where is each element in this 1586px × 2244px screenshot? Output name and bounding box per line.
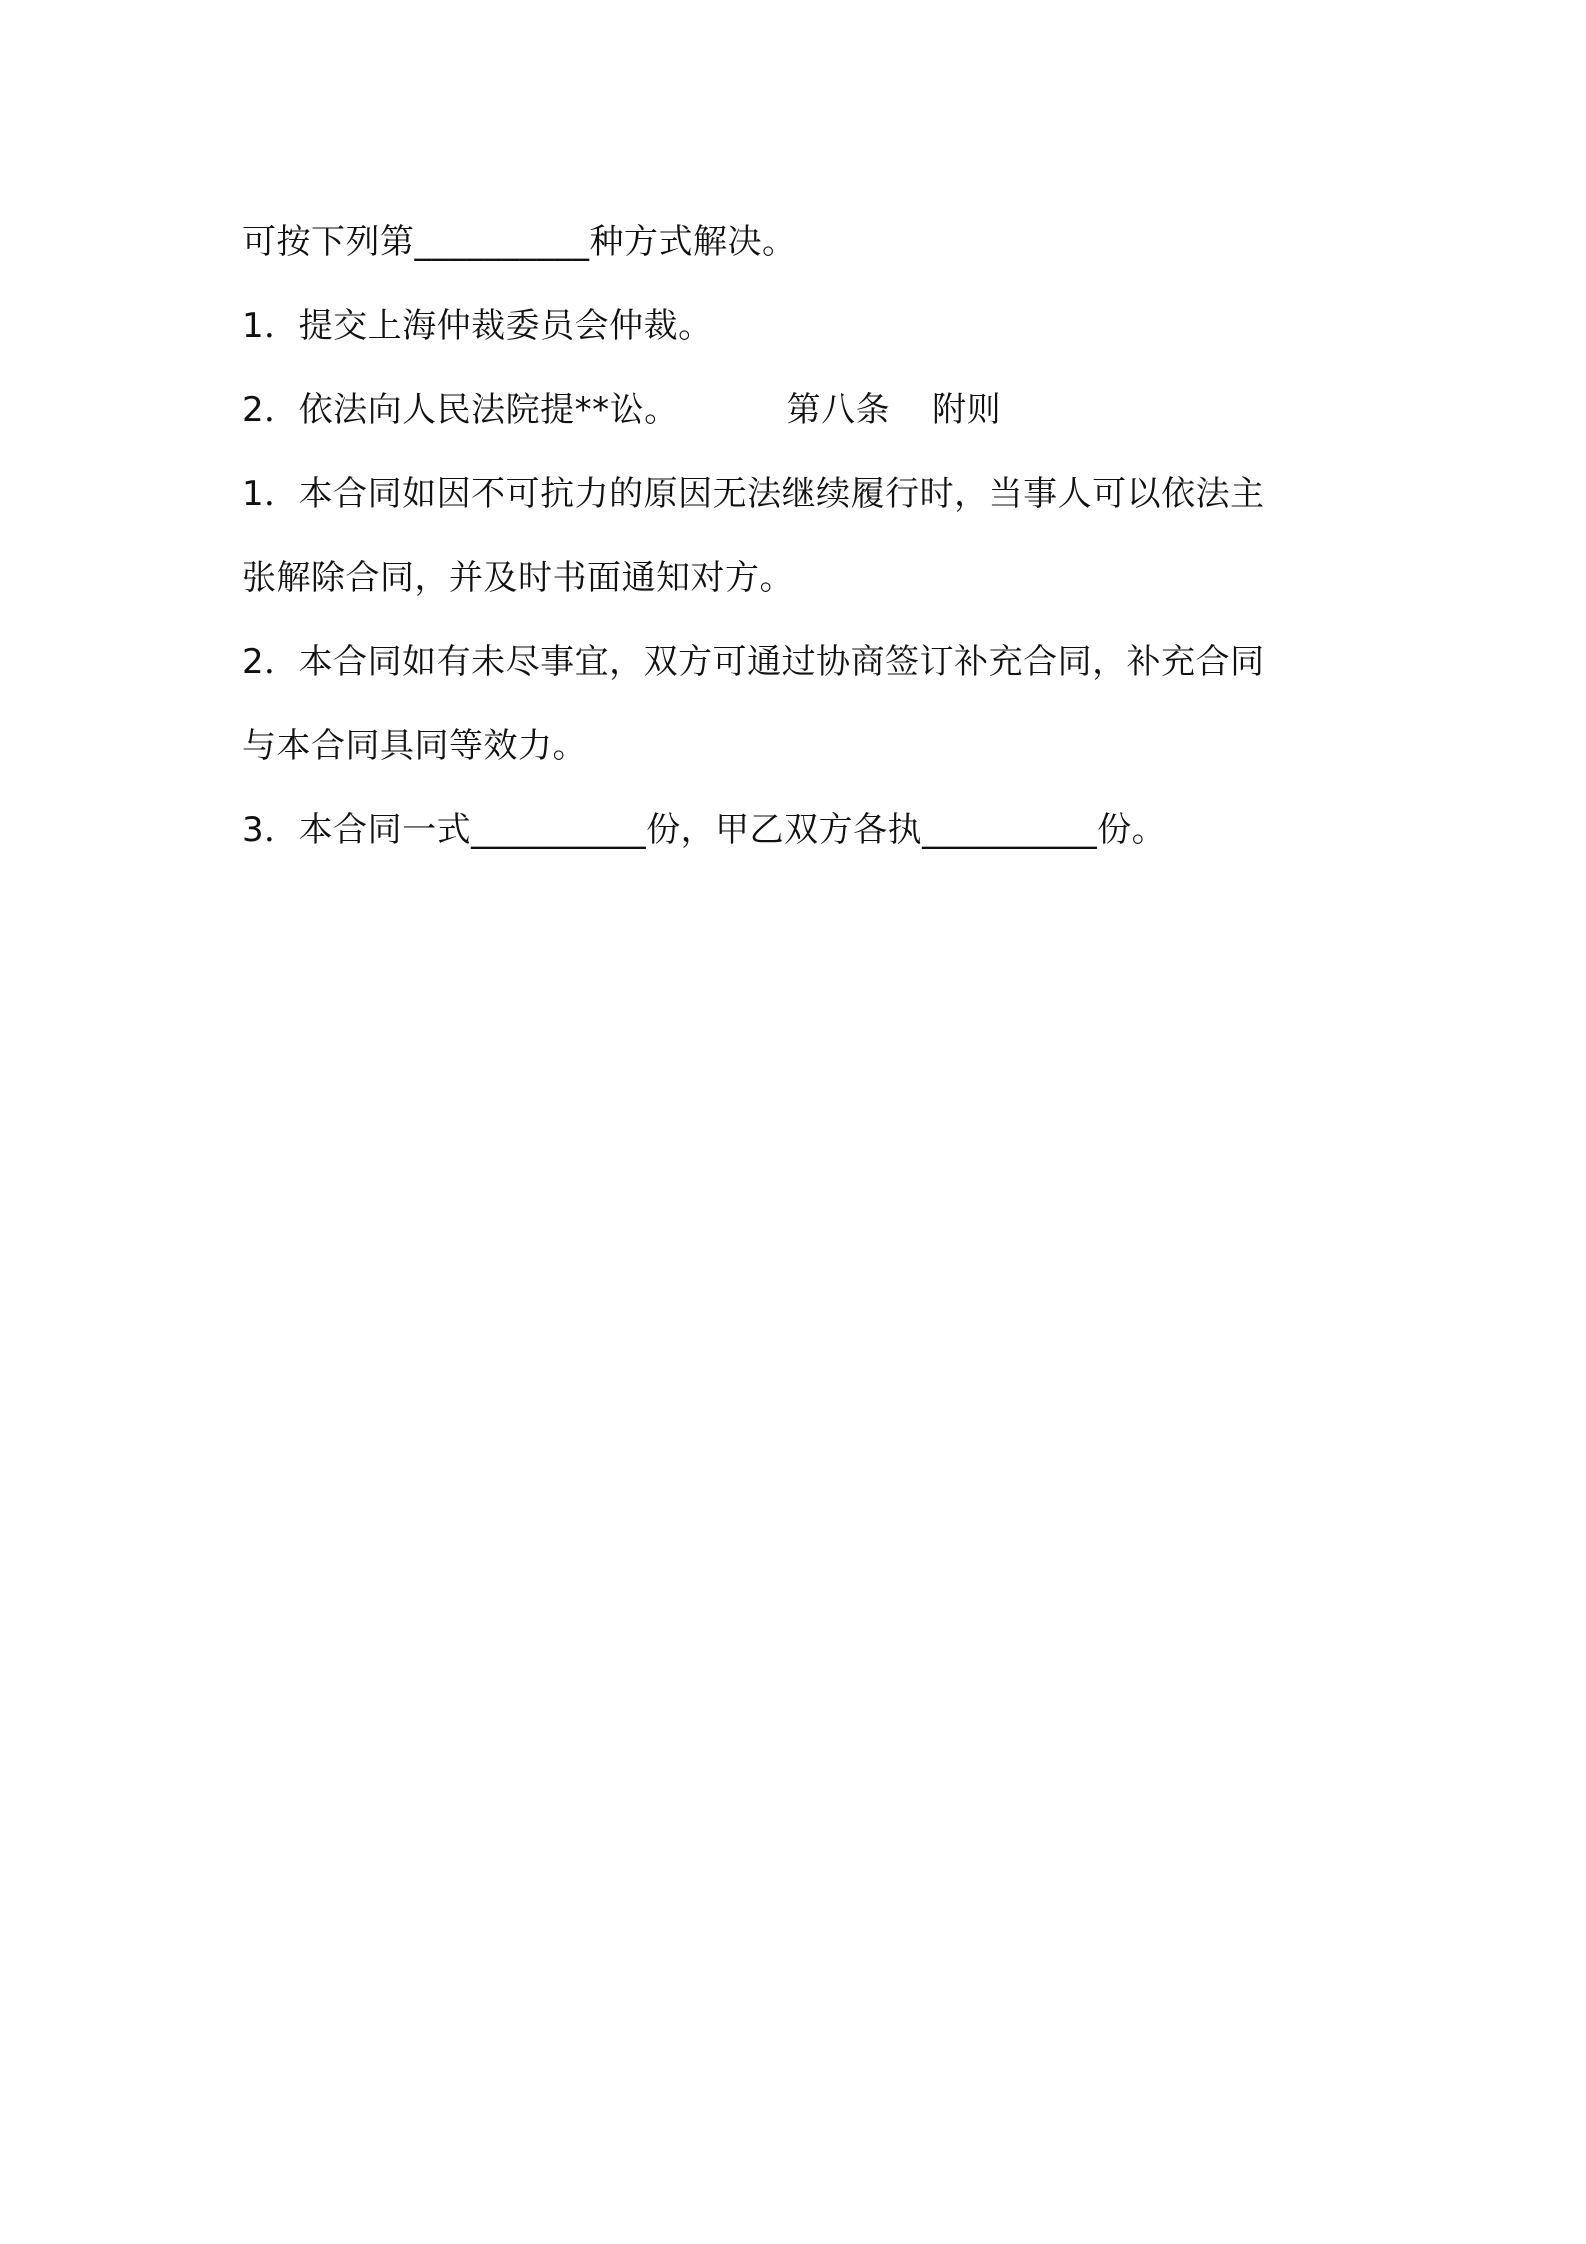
document-body	[242, 200, 1362, 872]
article-number: 第八条	[786, 390, 891, 430]
text-line-content: 3．本合同一式__________份，甲乙双方各执__________份。	[242, 810, 1167, 850]
text-line	[242, 284, 1362, 368]
text-line-content: 1．本合同如因不可抗力的原因无法继续履行时，当事人可以依法主	[242, 474, 1265, 514]
text-line-content: 张解除合同，并及时书面通知对方。	[242, 558, 794, 598]
text-line-content: 与本合同具同等效力。	[242, 726, 587, 766]
text-line	[242, 704, 1362, 788]
text-line-content: 2．依法向人民法院提**讼。	[242, 390, 679, 430]
text-line	[242, 200, 1362, 284]
text-line	[242, 620, 1362, 704]
text-line-content: 2．本合同如有未尽事宜，双方可通过协商签订补充合同，补充合同	[242, 642, 1265, 682]
text-line	[242, 536, 1362, 620]
text-line	[242, 452, 1362, 536]
text-line	[242, 788, 1362, 872]
text-line-content: 1．提交上海仲裁委员会仲裁。	[242, 306, 713, 346]
text-line-content: 可按下列第__________种方式解决。	[242, 222, 797, 262]
article-title: 附则	[932, 390, 1002, 430]
text-line	[242, 368, 1362, 452]
